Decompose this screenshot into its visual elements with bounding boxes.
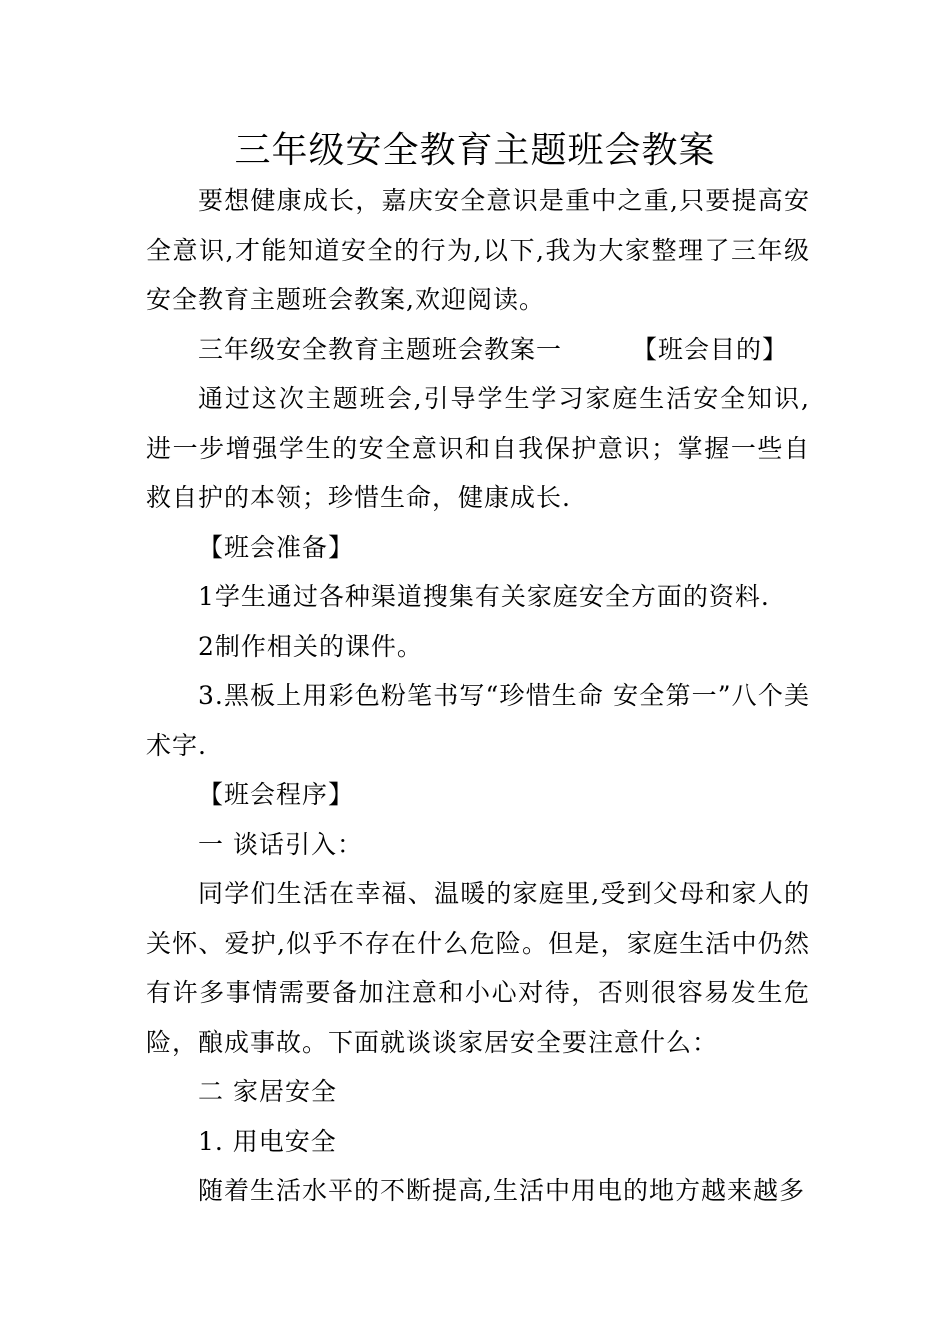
class-goal-heading: 【班会目的】 [632,334,789,364]
electricity-safety-heading: 1. 用电安全 [198,1126,337,1156]
document-body [146,176,810,1216]
preparation-item-3: 3.黑板上用彩色粉笔书写“珍惜生命 安全第一”八个美术字. [146,681,810,760]
procedure-step-1-text: 同学们生活在幸福、温暖的家庭里,受到父母和家人的关怀、爱护,似乎不存在什么危险。但是，家庭生活中仍然有许多事情需要备加注意和小心对待，否则很容易发生危险，酿成事故。下面就谈谈家居安全要注意什么： [146,879,810,1057]
procedure-step-1-heading: 一 谈话引入： [198,829,363,859]
lesson-plan-heading: 三年级安全教育主题班会教案一 [198,334,563,364]
preparation-item-1: 1学生通过各种渠道搜集有关家庭安全方面的资料. [198,582,770,611]
section-heading-line [146,325,810,375]
procedure-step-2-heading: 二 家居安全 [198,1077,337,1106]
preparation-heading: 【班会准备】 [198,532,355,562]
procedure-heading: 【班会程序】 [198,780,355,809]
preparation-item-2: 2制作相关的课件。 [198,631,423,661]
goal-paragraph: 通过这次主题班会,引导学生学习家庭生活安全知识,进一步增强学生的安全意识和自我保护意识；掌握一些自救自护的本领；珍惜生命，健康成长. [146,384,810,512]
electricity-safety-text: 随着生活水平的不断提高,生活中用电的地方越来越多 [198,1176,805,1205]
document-title: 三年级安全教育主题班会教案 [234,130,716,171]
intro-paragraph: 要想健康成长，嘉庆安全意识是重中之重,只要提高安全意识,才能知道安全的行为,以下,我为大家整理了三年级安全教育主题班会教案,欢迎阅读。 [146,186,810,314]
